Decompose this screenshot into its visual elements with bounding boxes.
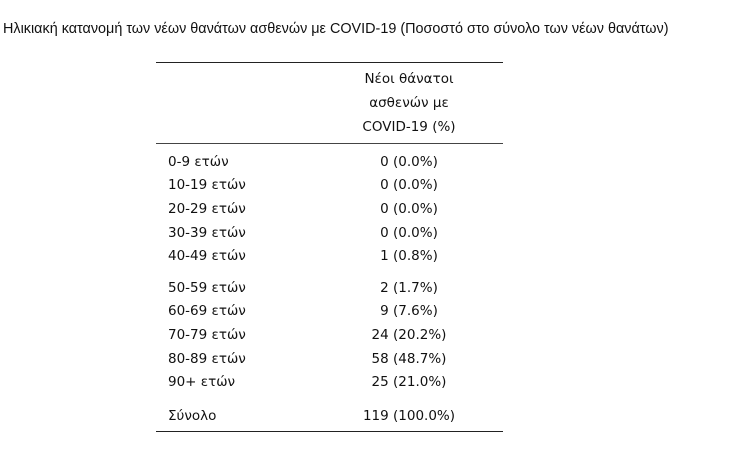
- table-row: [156, 221, 503, 245]
- age-group-label: 0-9 ετών: [168, 153, 229, 170]
- table-row: [156, 276, 503, 300]
- table-row: [156, 347, 503, 371]
- table-caption: Ηλικιακή κατανομή των νέων θανάτων ασθενών με COVID-19 (Ποσοστό στο σύνολο των νέων θανάτων): [3, 21, 669, 37]
- table-row: [156, 370, 503, 394]
- table-body: [156, 144, 503, 428]
- deaths-value: 0 (0.0%): [380, 224, 438, 241]
- deaths-value: 1 (0.8%): [380, 248, 438, 265]
- age-group-label: 60-69 ετών: [168, 303, 246, 320]
- deaths-value: 0 (0.0%): [380, 153, 438, 170]
- age-group-label: 50-59 ετών: [168, 279, 246, 296]
- deaths-value: 2 (1.7%): [380, 279, 438, 296]
- age-group-label: 90+ ετών: [168, 374, 236, 391]
- age-group-label: 40-49 ετών: [168, 248, 246, 265]
- column-header-line: COVID-19 (%): [362, 119, 456, 135]
- age-group-label: 10-19 ετών: [168, 177, 246, 194]
- table-row: [156, 300, 503, 324]
- deaths-value: 25 (21.0%): [371, 374, 447, 391]
- column-header-deaths: [344, 63, 474, 139]
- table-row: [156, 174, 503, 198]
- age-group-label: 80-89 ετών: [168, 350, 246, 367]
- age-group-label: 30-39 ετών: [168, 224, 246, 241]
- table-row: [156, 244, 503, 268]
- table-bottom-rule: [156, 431, 503, 432]
- table-total-row: [156, 404, 503, 428]
- table-row: [156, 150, 503, 174]
- deaths-value: 0 (0.0%): [380, 177, 438, 194]
- table-row: [156, 323, 503, 347]
- total-value: 119 (100.0%): [362, 407, 456, 424]
- age-group-label: 70-79 ετών: [168, 326, 246, 343]
- deaths-value: 58 (48.7%): [371, 350, 447, 367]
- column-header-line: Νέοι θάνατοι: [364, 71, 454, 87]
- age-distribution-table: [156, 62, 503, 432]
- table-row: [156, 197, 503, 221]
- deaths-value: 0 (0.0%): [380, 200, 438, 217]
- column-header-line: ασθενών με: [369, 95, 449, 111]
- total-label: Σύνολο: [168, 407, 217, 424]
- age-group-label: 20-29 ετών: [168, 200, 246, 217]
- deaths-value: 24 (20.2%): [371, 326, 447, 343]
- deaths-value: 9 (7.6%): [380, 303, 438, 320]
